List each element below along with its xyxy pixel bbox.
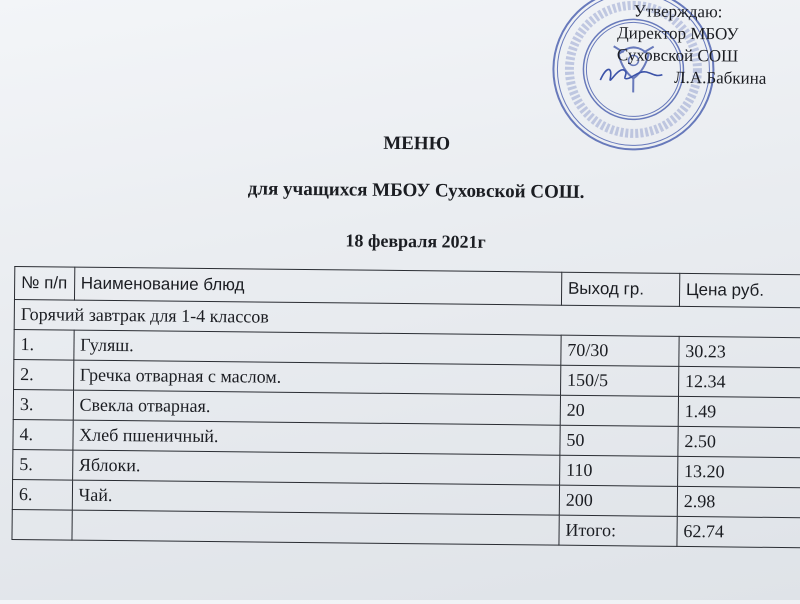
row-price: 13.20	[677, 456, 800, 487]
row-name: Свекла отварная.	[73, 390, 561, 425]
row-num: 1.	[14, 329, 74, 360]
row-name: Яблоки.	[72, 450, 560, 485]
row-num: 3.	[13, 389, 73, 420]
director-name: Л.А.Бабкина	[673, 67, 767, 88]
row-num: 6.	[12, 479, 72, 510]
total-label: Итого:	[559, 515, 677, 546]
approve-label: Утверждаю:	[633, 1, 723, 22]
menu-date: 18 февраля 2021г	[345, 230, 486, 252]
total-value: 62.74	[677, 516, 800, 547]
director-position: Директор МБОУ	[617, 23, 739, 44]
total-empty-cell	[12, 509, 72, 540]
total-empty-cell	[72, 510, 560, 545]
header-num: № п/п	[14, 266, 74, 300]
header-price: Цена руб.	[679, 273, 800, 307]
row-num: 2.	[14, 359, 74, 390]
row-yield: 110	[559, 455, 677, 486]
page-subtitle: для учащихся МБОУ Суховской СОШ.	[247, 178, 585, 203]
signature-icon	[596, 62, 666, 89]
row-yield: 70/30	[561, 335, 679, 366]
row-name: Хлеб пшеничный.	[73, 420, 561, 455]
row-yield: 50	[560, 425, 678, 456]
row-price: 2.98	[677, 486, 800, 517]
page-title: МЕНЮ	[383, 132, 451, 155]
row-price: 12.34	[678, 366, 800, 397]
school-name: Суховской СОШ	[616, 45, 739, 66]
row-yield: 150/5	[560, 365, 678, 396]
header-name: Наименование блюд	[74, 267, 562, 305]
row-name: Чай.	[72, 480, 560, 515]
row-price: 2.50	[678, 426, 800, 457]
row-yield: 200	[559, 485, 677, 516]
menu-table	[11, 266, 800, 548]
row-yield: 20	[560, 395, 678, 426]
row-num: 5.	[13, 449, 73, 480]
row-num: 4.	[13, 419, 73, 450]
row-price: 30.23	[679, 336, 800, 367]
row-name: Гуляш.	[73, 330, 561, 365]
row-name: Гречка отварная с маслом.	[73, 360, 561, 395]
header-yield: Выход гр.	[561, 272, 679, 306]
row-price: 1.49	[678, 396, 800, 427]
section-title: Горячий завтрак для 1-4 классов	[14, 299, 800, 337]
